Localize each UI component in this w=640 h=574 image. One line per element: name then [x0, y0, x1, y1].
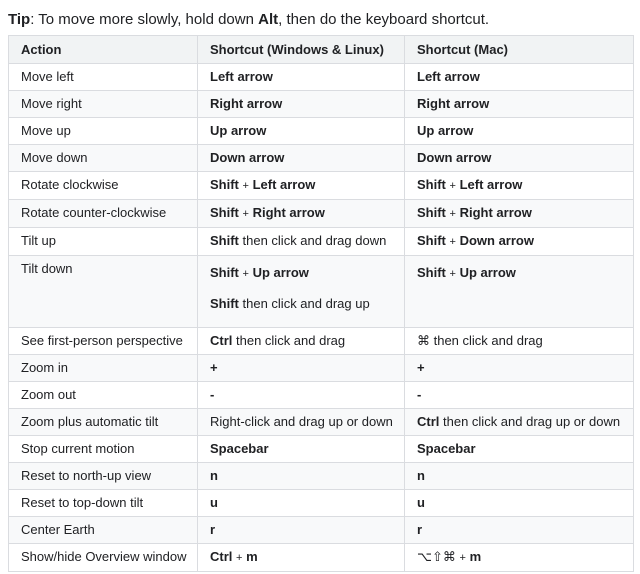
shortcut-key: Shift	[210, 177, 239, 192]
action-cell: Reset to north-up view	[9, 463, 198, 490]
action-cell: Move down	[9, 145, 198, 172]
action-cell: Tilt up	[9, 228, 198, 256]
table-row	[9, 145, 634, 172]
tip-text	[8, 10, 489, 30]
table-row	[9, 64, 634, 91]
table-row	[9, 436, 634, 463]
plus-sign: +	[449, 268, 456, 280]
mac-shortcut-cell	[405, 145, 634, 172]
shortcut-key: u	[417, 495, 425, 510]
table-row	[9, 172, 634, 200]
shortcut-key: +	[417, 360, 425, 375]
plus-sign: +	[449, 236, 456, 248]
win-shortcut-cell	[198, 490, 405, 517]
win-shortcut-cell	[198, 172, 405, 200]
shortcut-key: Right arrow	[459, 205, 532, 220]
shortcut-key: n	[210, 468, 218, 483]
mac-shortcut-cell	[405, 64, 634, 91]
action-cell: Zoom out	[9, 382, 198, 409]
shortcut-key: Up arrow	[459, 265, 516, 280]
mac-shortcut-cell	[405, 382, 634, 409]
action-cell: Move left	[9, 64, 198, 91]
plus-sign: +	[242, 208, 249, 220]
win-shortcut-cell	[198, 409, 405, 436]
action-cell: Show/hide Overview window	[9, 544, 198, 572]
plus-sign: +	[459, 552, 466, 564]
tip-label: Tip	[8, 11, 31, 28]
action-cell: Tilt down	[9, 256, 198, 328]
shortcut-key: Ctrl	[417, 414, 440, 429]
shortcut-key: Left arrow	[252, 177, 316, 192]
win-shortcut-cell	[198, 145, 405, 172]
table-row	[9, 118, 634, 145]
shortcut-key: Shift	[210, 205, 239, 220]
shortcut-key: Ctrl	[210, 333, 233, 348]
mac-shortcut-cell	[405, 490, 634, 517]
table-row	[9, 328, 634, 355]
shortcut-key: Shift	[417, 205, 446, 220]
plus-sign: +	[236, 552, 243, 564]
shortcut-key: Right arrow	[252, 205, 325, 220]
win-shortcut-cell	[198, 256, 405, 328]
shortcut-key: Shift	[417, 265, 446, 280]
shortcut-text: then click and drag down	[238, 233, 387, 248]
shortcut-key: Shift	[417, 177, 446, 192]
shortcut-line	[210, 260, 404, 287]
table-row	[9, 409, 634, 436]
table-header-row	[9, 36, 634, 64]
shortcut-key: Ctrl	[210, 549, 233, 564]
action-cell: Move right	[9, 91, 198, 118]
action-cell: Reset to top-down tilt	[9, 490, 198, 517]
mac-shortcut-cell	[405, 517, 634, 544]
win-shortcut-cell	[198, 355, 405, 382]
mac-shortcut-cell	[405, 91, 634, 118]
shortcut-key: Up arrow	[210, 123, 267, 138]
plus-sign: +	[242, 268, 249, 280]
shortcut-key: r	[210, 522, 216, 537]
shortcut-key: n	[417, 468, 425, 483]
shortcut-text: then click and drag	[430, 333, 543, 348]
win-shortcut-cell	[198, 228, 405, 256]
mac-shortcut-cell	[405, 463, 634, 490]
shortcut-key: Up arrow	[417, 123, 474, 138]
shortcuts-table	[8, 35, 634, 572]
table-row	[9, 463, 634, 490]
mac-shortcut-cell	[405, 328, 634, 355]
win-shortcut-cell	[198, 200, 405, 228]
mac-shortcut-cell	[405, 118, 634, 145]
table-row	[9, 490, 634, 517]
shortcut-key: Up arrow	[252, 265, 309, 280]
table-row	[9, 517, 634, 544]
shortcut-key: Shift	[417, 233, 446, 248]
header-shortcut-mac: Shortcut (Mac)	[405, 36, 634, 64]
win-shortcut-cell	[198, 118, 405, 145]
win-shortcut-cell	[198, 382, 405, 409]
win-shortcut-cell	[198, 517, 405, 544]
table-row	[9, 382, 634, 409]
shortcut-key: Shift	[210, 296, 239, 311]
action-cell: See first-person perspective	[9, 328, 198, 355]
win-shortcut-cell	[198, 436, 405, 463]
shortcut-key: r	[417, 522, 423, 537]
mac-shortcut-cell	[405, 172, 634, 200]
shortcut-text: Right-click and drag up or down	[210, 414, 393, 429]
mac-shortcut-cell	[405, 436, 634, 463]
shortcut-key: Left arrow	[417, 69, 480, 84]
win-shortcut-cell	[198, 91, 405, 118]
shortcut-key: Left arrow	[210, 69, 273, 84]
shortcut-key: -	[417, 387, 422, 402]
shortcut-text: then click and drag	[232, 333, 346, 348]
action-cell: Stop current motion	[9, 436, 198, 463]
shortcut-key: Spacebar	[210, 441, 269, 456]
command-key-icon: ⌘	[417, 333, 430, 348]
mac-shortcut-cell	[405, 256, 634, 328]
action-cell: Zoom plus automatic tilt	[9, 409, 198, 436]
action-cell: Center Earth	[9, 517, 198, 544]
shortcut-key: Spacebar	[417, 441, 476, 456]
shortcut-key: Down arrow	[459, 233, 534, 248]
shortcut-key: Down arrow	[417, 150, 492, 165]
shortcut-key: Right arrow	[210, 96, 283, 111]
shortcut-text: then click and drag up	[238, 296, 370, 311]
table-row	[9, 228, 634, 256]
plus-sign: +	[449, 208, 456, 220]
tip-key: Alt	[258, 11, 279, 28]
mac-shortcut-cell	[405, 355, 634, 382]
shortcut-key: +	[210, 360, 218, 375]
shortcut-text: then click and drag up or down	[439, 414, 621, 429]
mac-shortcut-cell	[405, 228, 634, 256]
shortcut-key: u	[210, 495, 218, 510]
mac-shortcut-cell	[405, 544, 634, 572]
plus-sign: +	[242, 180, 249, 192]
table-row	[9, 355, 634, 382]
mac-shortcut-cell	[405, 200, 634, 228]
tip-text-after: , then do the keyboard shortcut.	[278, 11, 490, 28]
shortcut-line	[417, 260, 633, 287]
table-row	[9, 200, 634, 228]
shortcut-key: Shift	[210, 265, 239, 280]
option-shift-command-icon: ⌥⇧⌘	[417, 549, 456, 564]
mac-shortcut-cell	[405, 409, 634, 436]
shortcut-key: Down arrow	[210, 150, 285, 165]
action-cell: Rotate clockwise	[9, 172, 198, 200]
tip-text-before: : To move more slowly, hold down	[30, 11, 259, 28]
plus-sign: +	[449, 180, 456, 192]
action-cell: Rotate counter-clockwise	[9, 200, 198, 228]
shortcut-key: Left arrow	[459, 177, 523, 192]
header-action: Action	[9, 36, 198, 64]
shortcut-key: m	[469, 549, 482, 564]
shortcut-key: Right arrow	[417, 96, 490, 111]
shortcut-line	[210, 291, 404, 317]
shortcut-key: Shift	[210, 233, 239, 248]
table-row	[9, 544, 634, 572]
shortcut-key: m	[246, 549, 258, 564]
action-cell: Move up	[9, 118, 198, 145]
win-shortcut-cell	[198, 328, 405, 355]
win-shortcut-cell	[198, 64, 405, 91]
action-cell: Zoom in	[9, 355, 198, 382]
table-row	[9, 256, 634, 328]
shortcut-key: -	[210, 387, 215, 402]
win-shortcut-cell	[198, 544, 405, 572]
win-shortcut-cell	[198, 463, 405, 490]
header-shortcut-windows-linux: Shortcut (Windows & Linux)	[198, 36, 405, 64]
table-row	[9, 91, 634, 118]
